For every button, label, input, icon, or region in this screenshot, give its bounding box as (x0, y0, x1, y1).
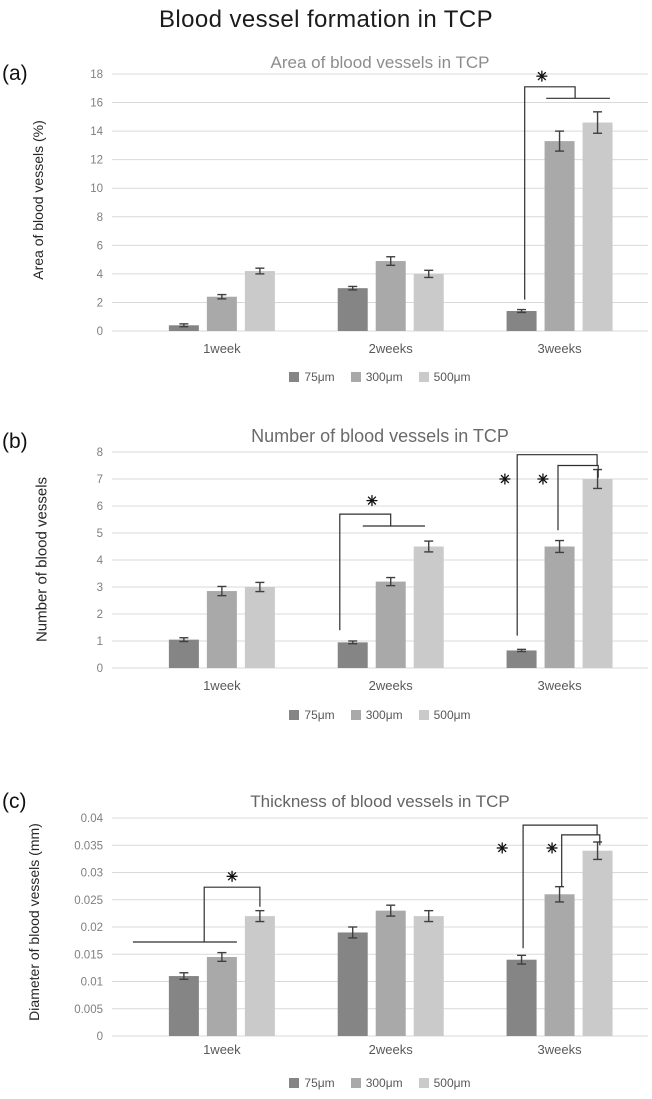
legend-label: 300μm (365, 1076, 403, 1090)
legend-item-500μm (419, 370, 471, 384)
legend-label: 75μm (304, 370, 335, 384)
y-tick-label: 0.035 (74, 840, 103, 853)
y-tick-label: 0.005 (74, 1003, 103, 1016)
legend-label: 500μm (433, 708, 471, 722)
x-category-label: 1week (203, 1042, 241, 1057)
y-tick-label: 2 (96, 609, 103, 621)
y-axis-label-b: Number of blood vessels (33, 476, 51, 643)
bar-75μm-1week (169, 640, 199, 668)
legend-item-300μm (351, 370, 403, 384)
asterisk-marker (537, 474, 548, 485)
x-category-label: 1week (203, 341, 241, 356)
bar-500μm-1week (245, 587, 275, 668)
y-tick-label: 1 (96, 636, 103, 648)
legend-b (112, 708, 648, 722)
legend-swatch-icon (351, 1078, 361, 1088)
bar-500μm-1week (245, 916, 275, 1036)
bar-300μm-2weeks (376, 261, 406, 331)
x-category-label: 2weeks (368, 341, 413, 356)
y-tick-label: 8 (96, 211, 103, 224)
panel-label-c: (c) (2, 790, 27, 813)
legend-swatch-icon (289, 710, 299, 720)
y-tick-label: 3 (96, 582, 103, 594)
panel-c-chart (0, 776, 652, 1099)
asterisk-marker (499, 474, 510, 485)
y-tick-label: 0 (96, 326, 103, 338)
legend-c (112, 1076, 648, 1090)
panel-label-a: (a) (2, 62, 28, 85)
panel-a-chart (0, 46, 652, 414)
legend-item-75μm (289, 708, 334, 722)
y-tick-label: 6 (96, 501, 103, 513)
bar-75μm-2weeks (338, 642, 368, 668)
y-tick-label: 4 (96, 555, 103, 567)
y-tick-label: 0.03 (80, 867, 103, 880)
bar-500μm-2weeks (414, 274, 444, 331)
y-tick-label: 0.025 (74, 894, 103, 907)
x-category-label: 2weeks (368, 678, 413, 693)
x-category-label: 2weeks (368, 1042, 413, 1057)
y-axis-label-a: Area of blood vessels (%) (30, 120, 46, 280)
y-tick-label: 7 (96, 474, 103, 486)
legend-swatch-icon (351, 710, 361, 720)
y-tick-label: 0.02 (80, 922, 103, 934)
x-category-label: 3weeks (537, 678, 582, 693)
bar-75μm-3weeks (507, 311, 537, 331)
legend-item-300μm (351, 1076, 403, 1090)
panel-b-chart (0, 418, 652, 774)
bar-300μm-3weeks (545, 547, 575, 669)
y-tick-label: 14 (90, 126, 103, 139)
bar-75μm-2weeks (338, 288, 368, 331)
y-tick-label: 18 (90, 69, 103, 81)
plot-area-b (0, 442, 652, 714)
legend-label: 500μm (433, 1076, 471, 1090)
legend-swatch-icon (351, 372, 361, 382)
asterisk-marker (497, 842, 508, 853)
legend-label: 300μm (365, 708, 403, 722)
bar-300μm-1week (207, 957, 237, 1036)
legend-swatch-icon (289, 1078, 299, 1088)
asterisk-marker (366, 495, 377, 506)
y-tick-label: 0.01 (80, 976, 103, 989)
legend-item-75μm (289, 370, 334, 384)
x-category-label: 1week (203, 678, 241, 693)
y-tick-label: 5 (96, 528, 103, 540)
bar-300μm-2weeks (376, 582, 406, 668)
bar-500μm-2weeks (414, 916, 444, 1036)
legend-label: 500μm (433, 370, 471, 384)
asterisk-marker (547, 842, 558, 853)
chart-title-c: Thickness of blood vessels in TCP (250, 792, 510, 811)
legend-swatch-icon (419, 372, 429, 382)
bar-500μm-3weeks (583, 479, 613, 668)
bar-500μm-3weeks (583, 851, 613, 1036)
legend-item-300μm (351, 708, 403, 722)
y-tick-label: 6 (96, 240, 103, 253)
legend-swatch-icon (419, 1078, 429, 1088)
plot-area-c (0, 808, 652, 1076)
chart-title-a: Area of blood vessels in TCP (270, 53, 490, 72)
bar-300μm-1week (207, 591, 237, 668)
bar-500μm-3weeks (583, 123, 613, 331)
y-tick-label: 0 (96, 663, 103, 675)
y-tick-label: 0.015 (74, 949, 103, 962)
legend-swatch-icon (419, 710, 429, 720)
legend-a (112, 370, 648, 384)
y-tick-label: 4 (96, 268, 103, 281)
y-tick-label: 0 (96, 1031, 103, 1043)
legend-label: 300μm (365, 370, 403, 384)
bar-300μm-1week (207, 297, 237, 331)
legend-label: 75μm (304, 1076, 335, 1090)
chart-title-b: Number of blood vessels in TCP (251, 426, 509, 446)
bar-300μm-3weeks (545, 141, 575, 331)
bar-500μm-1week (245, 271, 275, 331)
legend-swatch-icon (289, 372, 299, 382)
legend-item-75μm (289, 1076, 334, 1090)
asterisk-marker (227, 871, 238, 882)
y-tick-label: 16 (90, 97, 103, 110)
bar-500μm-2weeks (414, 547, 444, 669)
panel-label-b: (b) (2, 430, 28, 453)
bar-75μm-2weeks (338, 932, 368, 1036)
y-axis-label-c: Diameter of blood vessels (mm) (26, 823, 42, 1021)
legend-label: 75μm (304, 708, 335, 722)
figure-title: Blood vessel formation in TCP (159, 6, 493, 33)
legend-item-500μm (419, 708, 471, 722)
x-category-label: 3weeks (537, 1042, 582, 1057)
plot-area-a (0, 64, 652, 374)
bar-300μm-3weeks (545, 894, 575, 1036)
y-tick-label: 12 (90, 154, 103, 167)
asterisk-marker (536, 71, 547, 82)
bar-75μm-3weeks (507, 650, 537, 668)
y-tick-label: 10 (90, 183, 103, 196)
x-category-label: 3weeks (537, 341, 582, 356)
bar-300μm-2weeks (376, 911, 406, 1036)
bar-75μm-3weeks (507, 960, 537, 1036)
bar-75μm-1week (169, 976, 199, 1036)
error-bar-75μm-2weeks (348, 641, 357, 644)
y-tick-label: 8 (96, 447, 103, 459)
y-tick-label: 0.04 (80, 813, 103, 825)
y-tick-label: 2 (96, 297, 103, 310)
legend-item-500μm (419, 1076, 471, 1090)
